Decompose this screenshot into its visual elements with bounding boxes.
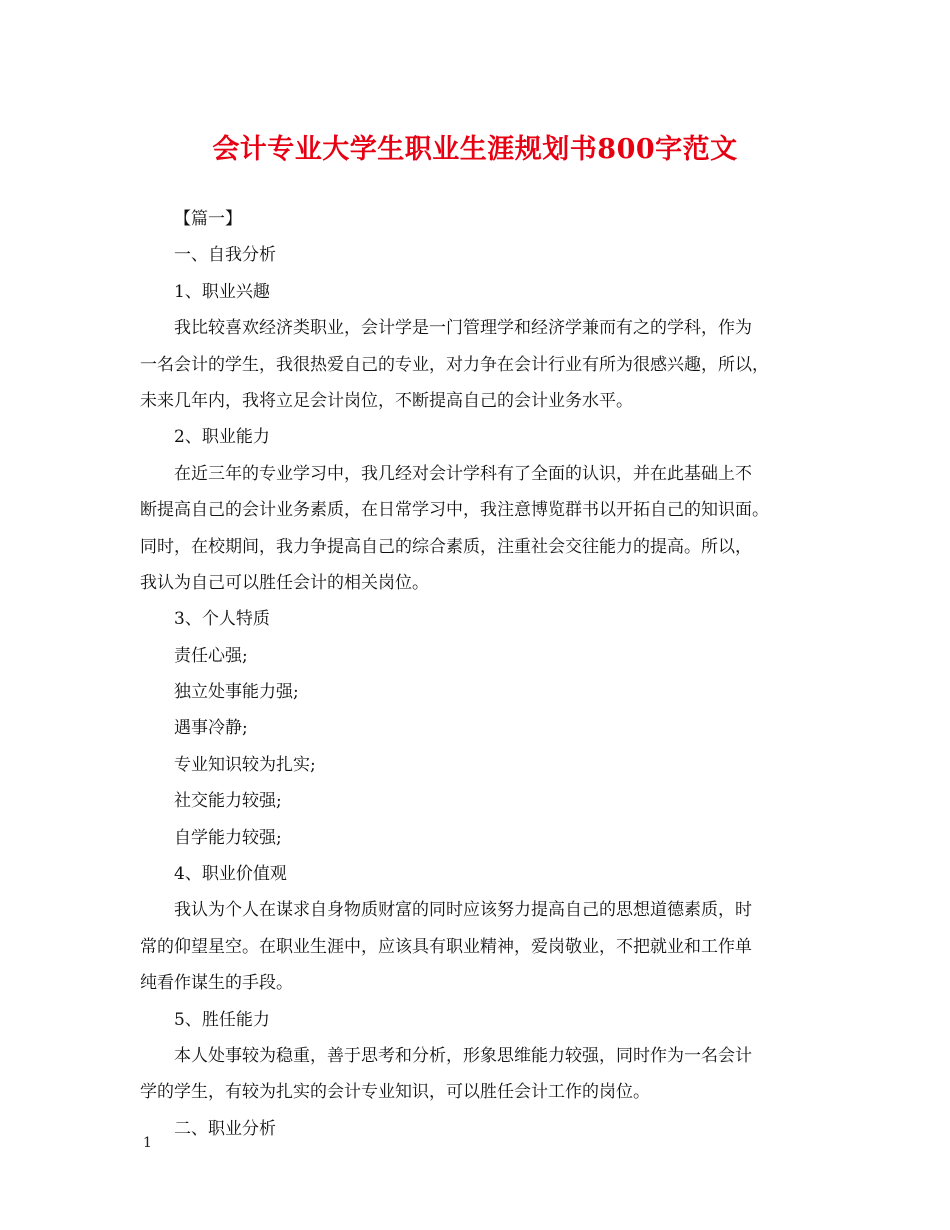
paragraph-line: 纯看作谋生的手段。: [140, 973, 293, 994]
section-heading: 二、职业分析: [174, 1118, 276, 1139]
paragraph-line: 同时，在校期间，我力争提高自己的综合素质，注重社会交往能力的提高。所以，: [140, 536, 752, 557]
paragraph-line: 我认为自己可以胜任会计的相关岗位。: [140, 572, 429, 593]
list-item: 自学能力较强;: [174, 827, 282, 848]
list-item: 专业知识较为扎实;: [174, 754, 316, 775]
paragraph-line: 我认为个人在谋求自身物质财富的同时应该努力提高自己的思想道德素质，时: [174, 900, 752, 921]
subsection-heading: 3、个人特质: [174, 609, 270, 630]
paragraph-line: 我比较喜欢经济类职业，会计学是一门管理学和经济学兼而有之的学科，作为: [174, 318, 752, 339]
page-number: 1: [143, 1135, 152, 1151]
section-heading: 一、自我分析: [174, 245, 276, 266]
section-marker: 【篇一】: [174, 209, 242, 229]
paragraph-line: 断提高自己的会计业务素质，在日常学习中，我注意博览群书以开拓自己的知识面。: [140, 500, 769, 521]
subsection-heading: 4、职业价值观: [174, 864, 287, 885]
list-item: 社交能力较强;: [174, 791, 282, 812]
paragraph-line: 常的仰望星空。在职业生涯中，应该具有职业精神，爱岗敬业，不把就业和工作单: [140, 936, 752, 957]
paragraph-line: 学的学生，有较为扎实的会计专业知识，可以胜任会计工作的岗位。: [140, 1082, 650, 1103]
list-item: 独立处事能力强;: [174, 682, 299, 703]
subsection-heading: 2、职业能力: [174, 427, 270, 448]
paragraph-line: 一名会计的学生，我很热爱自己的专业，对力争在会计行业有所为很感兴趣，所以，: [140, 354, 769, 375]
list-item: 责任心强;: [174, 645, 248, 666]
paragraph-line: 未来几年内，我将立足会计岗位，不断提高自己的会计业务水平。: [140, 390, 633, 411]
paragraph-line: 在近三年的专业学习中，我几经对会计学科有了全面的认识，并在此基础上不: [174, 463, 752, 484]
subsection-heading: 5、胜任能力: [174, 1009, 270, 1030]
page-title: 会计专业大学生职业生涯规划书800字范文: [212, 134, 738, 165]
paragraph-line: 本人处事较为稳重，善于思考和分析，形象思维能力较强，同时作为一名会计: [174, 1045, 752, 1066]
subsection-heading: 1、职业兴趣: [174, 281, 270, 302]
document-body: [140, 201, 830, 1147]
list-item: 遇事冷静;: [174, 718, 248, 739]
